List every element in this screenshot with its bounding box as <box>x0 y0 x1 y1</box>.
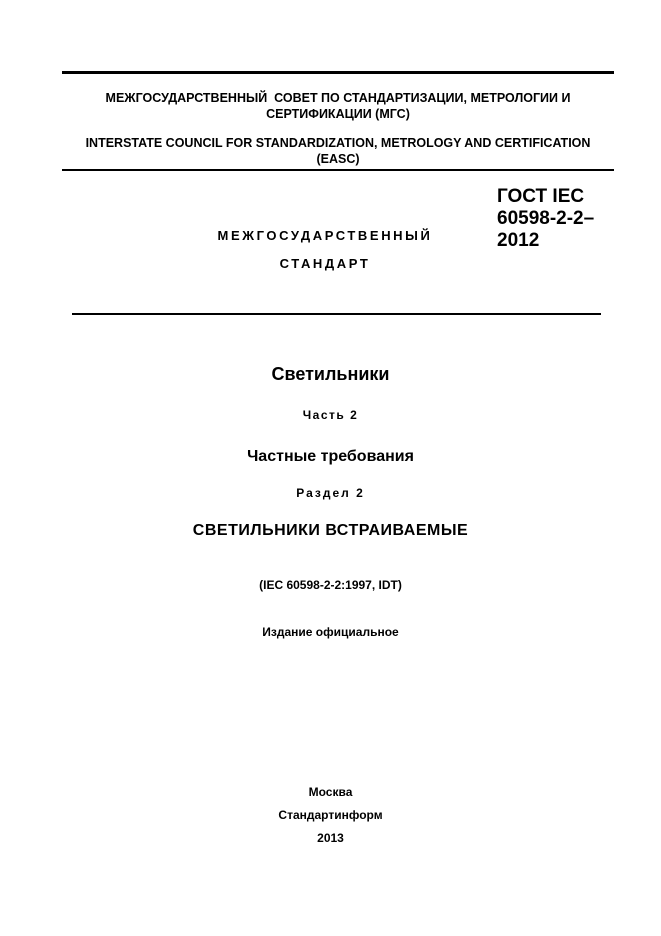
imprint-city: Москва <box>308 785 353 799</box>
standard-label-line1: МЕЖГОСУДАРСТВЕННЫЙ <box>217 228 433 243</box>
standard-number-line3: 2012 <box>497 230 540 251</box>
document-title: Светильники <box>271 364 390 384</box>
council-en-line1: INTERSTATE COUNCIL FOR STANDARDIZATION, METROLOGY AND CERTIFICATION <box>85 136 591 150</box>
header-rule <box>62 169 614 171</box>
standard-number <box>497 186 637 252</box>
iec-reference: (IEC 60598-2-2:1997, IDT) <box>259 578 402 592</box>
council-name-en <box>62 135 614 167</box>
imprint-publisher: Стандартинформ <box>278 808 383 822</box>
council-en-line2: (EASC) <box>316 152 360 166</box>
document-subtitle: Частные требования <box>247 448 414 465</box>
council-ru-line2: СЕРТИФИКАЦИИ (МГС) <box>266 107 410 121</box>
section-title: СВЕТИЛЬНИКИ ВСТРАИВАЕМЫЕ <box>192 522 469 539</box>
imprint-year: 2013 <box>317 831 344 845</box>
top-rule <box>62 71 614 74</box>
standard-number-line1: ГОСТ IEC <box>497 186 585 207</box>
standard-number-line2: 60598-2-2– <box>497 208 595 229</box>
council-name-ru <box>62 90 614 122</box>
part-label: Часть 2 <box>302 408 359 422</box>
edition-note: Издание официальное <box>262 625 399 639</box>
section-label: Раздел 2 <box>296 486 365 500</box>
standard-rule <box>72 313 601 315</box>
council-ru-line1: МЕЖГОСУДАРСТВЕННЫЙ СОВЕТ ПО СТАНДАРТИЗАЦИИ, МЕТРОЛОГИИ И <box>105 91 571 105</box>
standard-label-line2: СТАНДАРТ <box>279 256 371 271</box>
